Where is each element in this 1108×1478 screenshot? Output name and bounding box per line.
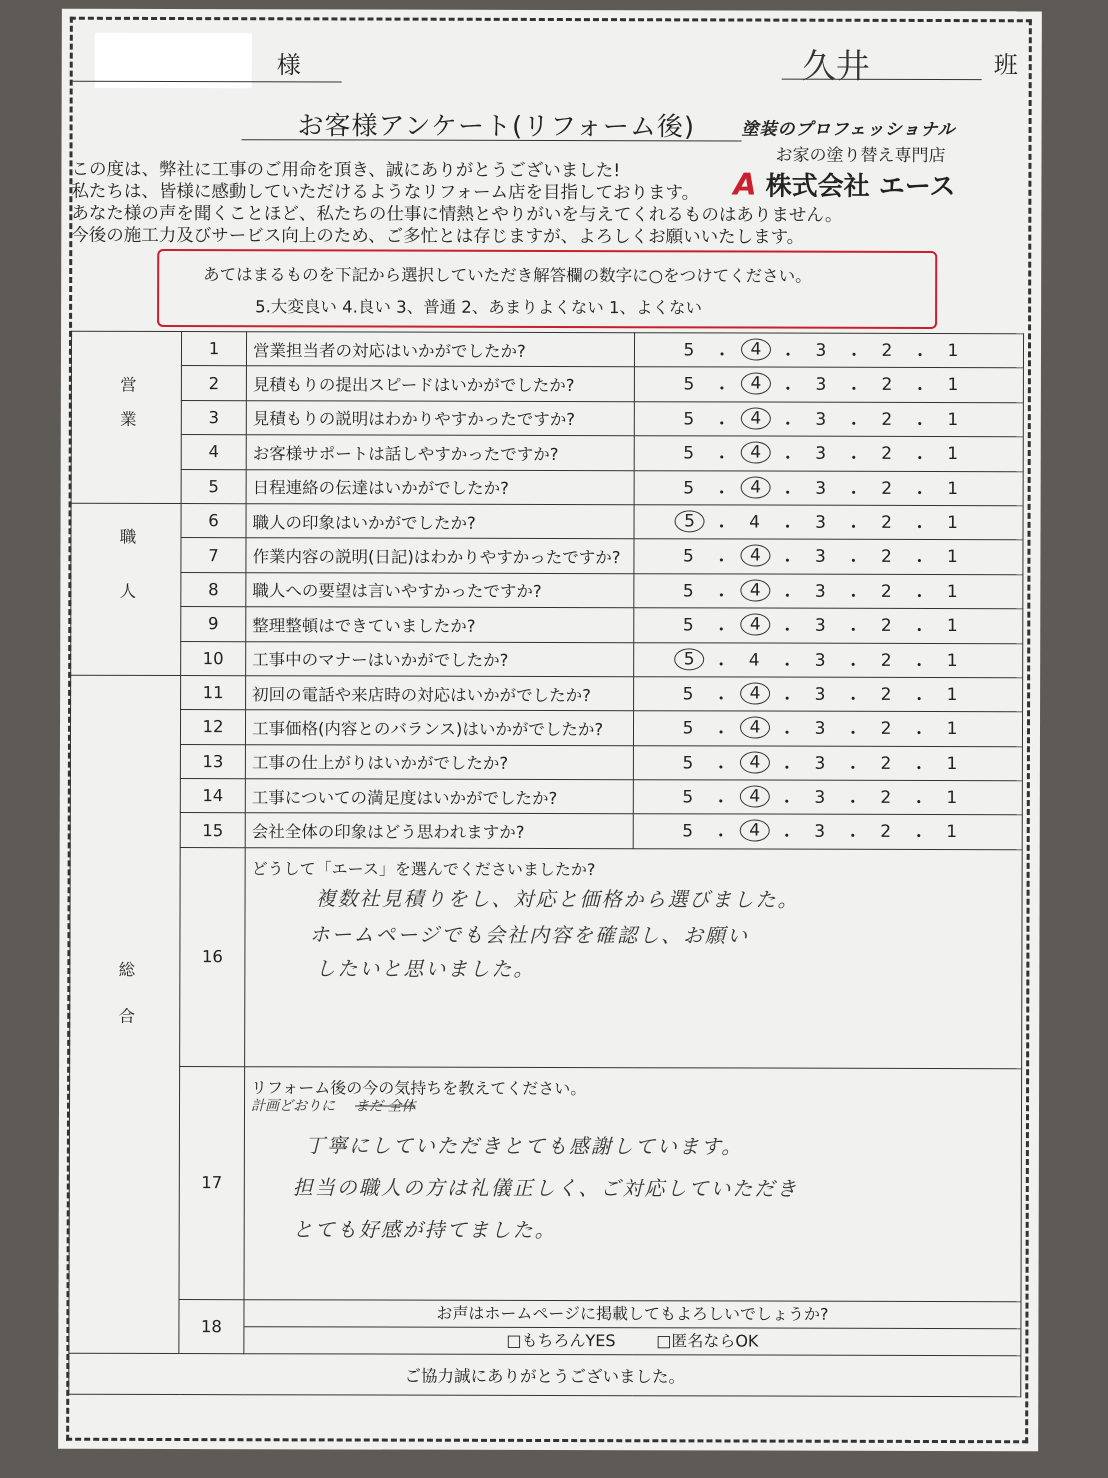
rating-option[interactable]: 5 [682,615,694,636]
rating-option[interactable]: 1 [947,547,958,568]
rating-separator: ・ [844,552,862,573]
question-text: 見積もりの提出スピードはいかがでしたか? [246,366,634,401]
rating-separator: ・ [713,517,731,538]
rating-separator: ・ [713,482,731,504]
rating-separator: ・ [712,654,730,675]
rating-option[interactable]: 3 [814,718,826,740]
rating-option[interactable]: 3 [814,650,826,671]
rating-separator: ・ [844,586,862,607]
rating-separator: ・ [778,551,796,572]
table-row [71,434,1023,471]
rating-option[interactable]: 1 [946,581,958,602]
handwritten-line: したいと思いました。 [315,956,536,981]
rating-option[interactable]: 3 [815,375,827,396]
table-row [71,675,1023,712]
rating-separator: ・ [845,414,863,435]
rating-separator: ・ [712,758,730,779]
rating-option[interactable]: 1 [946,788,958,809]
rating-option[interactable]: 2 [880,787,892,808]
rating-scale[interactable] [634,402,1023,437]
checkbox-anonymous[interactable]: □匿名ならOK [656,1331,759,1351]
rating-separator: ・ [779,448,797,469]
table-row [70,847,1023,1068]
answer-17[interactable] [244,1067,1022,1302]
rating-separator: ・ [712,586,730,607]
rating-option-selected[interactable]: 4 [740,614,770,636]
rating-legend: 5.大変良い 4.良い 3、普通 2、あまりよくない 1、よくない [255,297,703,318]
intro-line: この度は、弊社に工事のご用命を頂き、誠にありがとうございました! [71,159,621,182]
category-overall: 総合 [69,675,181,1353]
question-text: 職人への要望は言いやすかったですか? [246,572,634,607]
rating-separator: ・ [778,827,796,848]
rating-separator: ・ [911,483,929,504]
rating-separator: ・ [712,620,730,641]
question-text: 初回の電話や来店時の対応はいかがでしたか? [246,676,634,711]
question-text: お客様サポートは話しやすかったですか? [246,435,634,470]
rating-option-selected[interactable]: 4 [741,338,771,360]
rating-separator: ・ [779,345,797,366]
rating-option[interactable]: 1 [947,512,958,534]
rating-option-selected[interactable]: 4 [741,407,771,429]
rating-separator: ・ [845,345,863,366]
rating-separator: ・ [844,655,862,676]
rating-option-selected[interactable]: 5 [675,510,705,532]
question-text: 整理整頓はできていましたか? [246,607,634,642]
questionnaire-table [68,331,1024,1397]
rating-scale[interactable] [634,539,1023,574]
rating-option[interactable]: 1 [947,478,959,499]
rating-option-selected[interactable]: 4 [741,373,771,395]
rating-separator: ・ [910,827,928,848]
rating-separator: ・ [778,758,796,779]
rating-separator: ・ [910,758,928,779]
rating-separator: ・ [844,689,862,710]
rating-separator: ・ [910,655,928,676]
rating-option[interactable]: 2 [880,581,892,602]
handwritten-line: 丁寧にしていただきとても感謝しています。 [304,1133,744,1159]
rating-option[interactable]: 3 [814,581,826,602]
category-sales: 営業 [71,331,181,503]
rating-separator: ・ [844,724,862,745]
rating-separator: ・ [910,724,928,745]
rating-separator: ・ [778,723,796,744]
rating-option-selected[interactable]: 4 [740,579,770,601]
rating-separator: ・ [712,551,730,572]
rating-option-selected[interactable]: 4 [740,682,770,704]
rating-separator: ・ [845,448,863,469]
rating-option[interactable]: 5 [683,409,695,430]
rating-option-selected[interactable]: 4 [740,545,770,567]
rating-separator: ・ [910,793,928,814]
rating-option[interactable]: 4 [748,650,760,671]
rating-separator: ・ [910,552,928,573]
rating-option[interactable]: 1 [946,822,958,843]
rating-option[interactable]: 2 [881,409,893,430]
rating-option[interactable]: 1 [947,409,959,430]
answer-16[interactable] [245,848,1023,1069]
rating-option[interactable]: 1 [946,684,958,705]
question-number: 4 [181,435,246,470]
rating-option[interactable]: 3 [814,822,826,843]
rating-scale[interactable] [633,814,1022,849]
question-number: 2 [181,366,246,401]
table-row [71,331,1023,368]
table-row [71,572,1023,609]
question-number: 11 [181,675,246,710]
question-17-prompt: リフォーム後の今の気持ちを教えてください。 [251,1078,587,1098]
instruction-line: あてはまるものを下記から選択していただき解答欄の数字に○をつけてください。 [203,265,812,286]
team-suffix: 班 [993,51,1018,80]
question-number: 1 [181,332,246,367]
honorific: 様 [276,51,301,80]
rating-option[interactable]: 1 [946,719,958,740]
rating-option[interactable]: 1 [947,375,959,396]
question-number: 13 [180,744,245,779]
rating-option[interactable]: 2 [881,512,892,533]
rating-option[interactable]: 3 [815,547,826,568]
rating-separator: ・ [911,345,929,366]
question-16-prompt: どうして「エース」を選んでくださいましたか? [251,859,596,879]
question-number: 15 [180,813,245,848]
instruction-box [157,249,937,329]
question-text: 工事の仕上がりはいかがでしたか? [245,744,633,779]
question-text: 会社全体の印象はどう思われますか? [245,813,633,848]
handwritten-line: 複数社見積りをし、対応と価格から選びました。 [315,886,800,912]
rating-scale[interactable] [633,711,1022,746]
rating-option[interactable]: 1 [947,444,959,465]
rating-separator: ・ [712,689,730,710]
rating-separator: ・ [844,758,862,779]
rating-separator: ・ [911,517,929,538]
rating-separator: ・ [712,826,730,847]
rating-option[interactable]: 5 [682,821,694,842]
rating-separator: ・ [845,483,863,504]
rating-separator: ・ [778,655,796,676]
rating-option[interactable]: 1 [946,753,958,774]
rating-scale[interactable] [634,367,1023,402]
table-row [69,1353,1021,1396]
rating-separator: ・ [911,414,929,435]
rating-option[interactable]: 2 [880,753,892,774]
question-number: 12 [180,710,245,745]
table-row [71,503,1023,540]
rating-scale[interactable] [634,642,1023,677]
rating-separator: ・ [778,689,796,710]
question-number: 9 [181,607,246,642]
rating-option[interactable]: 2 [881,444,893,465]
table-row [70,744,1022,781]
rating-option[interactable]: 1 [946,616,958,637]
rating-option[interactable]: 3 [814,753,826,774]
category-craftsman: 職人 [71,503,181,675]
rating-option[interactable]: 2 [880,650,892,671]
rating-separator: ・ [712,723,730,744]
rating-option[interactable]: 5 [683,477,695,498]
rating-separator: ・ [712,792,730,813]
rating-separator: ・ [911,380,929,401]
rating-separator: ・ [844,792,862,813]
question-number: 3 [181,400,246,435]
rating-scale[interactable] [634,470,1023,505]
page-title: お客様アンケート(リフォーム後) [297,111,696,143]
question-text: 工事価格(内容とのバランス)はいかがでしたか? [245,710,633,745]
rating-option[interactable]: 2 [880,615,892,637]
rating-separator: ・ [845,517,863,538]
rating-separator: ・ [778,792,796,813]
intro-text [71,159,842,249]
rating-separator: ・ [713,414,731,435]
rating-separator: ・ [779,483,797,504]
rating-scale[interactable] [633,745,1022,780]
intro-line: 私たちは、皆様に感動していただけるようなリフォーム店を目指しております。 [71,181,700,204]
table-row [70,813,1022,850]
brand-subtitle: お家の塗り替え専門店 [775,145,946,167]
checkbox-yes[interactable]: □もちろんYES [506,1330,616,1351]
rating-option-selected[interactable]: 4 [740,820,770,842]
rating-separator: ・ [779,517,797,538]
rating-option[interactable]: 5 [683,374,695,395]
rating-option[interactable]: 2 [880,822,892,843]
intro-line: 今後の施工力及びサービス向上のため、ご多忙とは存じますが、よろしくお願いいたします。 [71,225,805,248]
rating-separator: ・ [778,620,796,641]
rating-option[interactable]: 5 [683,340,695,361]
rating-option-selected[interactable]: 4 [740,751,770,773]
rating-separator: ・ [910,586,928,607]
rating-separator: ・ [713,345,731,366]
answer-18 [244,1300,1021,1356]
question-text: 日程連絡の伝達はいかがでしたか? [246,469,634,504]
question-number: 10 [181,641,246,676]
table-row [69,1299,1021,1355]
question-text: 工事中のマナーはいかがでしたか? [246,641,634,676]
rating-separator: ・ [779,414,797,435]
table-row [71,366,1023,403]
rating-option[interactable]: 4 [749,512,760,533]
question-number: 17 [179,1066,245,1299]
rating-separator: ・ [845,380,863,401]
question-text: 職人の印象はいかがでしたか? [246,504,634,539]
table-row [69,1066,1022,1301]
table-row [70,778,1022,815]
rating-scale[interactable] [634,333,1023,368]
logo-mark-icon: A [733,167,757,203]
rating-separator: ・ [779,379,797,401]
table-row [71,538,1023,575]
question-number: 14 [180,779,245,814]
question-number: 5 [181,469,246,504]
question-number: 6 [181,503,246,538]
rating-option[interactable]: 5 [682,684,694,705]
rating-option[interactable]: 5 [683,546,694,567]
rating-option[interactable]: 5 [682,581,694,602]
handwritten-line: 担当の職人の方は礼儀正しく、ご対応していただき [292,1175,799,1201]
question-text: 営業担当者の対応はいかがでしたか? [246,332,634,367]
rating-option[interactable]: 2 [880,719,892,740]
table-row [71,606,1023,643]
team-name-handwritten: 久井 [801,46,870,87]
rating-scale[interactable] [633,780,1022,815]
rating-option[interactable]: 2 [881,340,893,361]
rating-scale[interactable] [634,677,1023,712]
question-text: 作業内容の説明(日記)はわかりやすかったですか? [246,538,634,573]
rating-option[interactable]: 3 [814,615,826,636]
rating-separator: ・ [910,621,928,642]
rating-option[interactable]: 5 [682,718,694,739]
table-row [71,641,1023,678]
rating-separator: ・ [844,827,862,848]
question-number: 16 [180,847,246,1066]
question-text: 見積もりの説明はわかりやすかったですか? [246,400,634,435]
rating-option[interactable]: 3 [815,340,827,361]
survey-sheet [58,9,1042,1452]
question-18-prompt: お声はホームページに掲載してもよろしいでしょうか? [244,1300,1020,1329]
rating-option-selected[interactable]: 5 [674,648,704,670]
rating-option[interactable]: 5 [682,753,694,774]
rating-scale[interactable] [634,573,1023,608]
rating-option[interactable]: 2 [880,684,892,705]
rating-separator: ・ [911,449,929,470]
handwritten-line: ホームページでも会社内容を確認し、お願い [309,922,750,948]
rating-separator: ・ [844,620,862,641]
rating-separator: ・ [910,689,928,710]
brand-tagline: 塗装のプロフェッショナル [741,119,956,141]
rating-scale[interactable] [634,436,1023,471]
rating-scale[interactable] [634,608,1023,643]
rating-separator: ・ [713,448,731,469]
rating-option[interactable]: 5 [682,787,694,808]
rating-separator: ・ [778,586,796,607]
question-number: 18 [179,1299,244,1353]
rating-option[interactable]: 1 [946,650,958,671]
table-row [71,400,1023,437]
question-text: 工事についての満足度はいかがでしたか? [245,779,633,814]
rating-option[interactable]: 3 [815,409,827,430]
question-number: 8 [181,572,246,607]
rating-option-selected[interactable]: 4 [740,717,770,739]
thanks-message: ご協力誠にありがとうございました。 [69,1353,1021,1396]
rating-option-selected[interactable]: 4 [741,476,771,498]
rating-separator: ・ [713,379,731,400]
handwritten-line: とても好感が持てました。 [292,1217,557,1242]
rating-option[interactable]: 5 [683,443,695,464]
question-number: 7 [181,538,246,573]
rating-option[interactable]: 2 [881,478,893,499]
table-row [70,710,1022,747]
rating-scale[interactable] [634,505,1023,540]
rating-option[interactable]: 3 [814,684,826,705]
rating-option[interactable]: 3 [815,443,827,464]
rating-option[interactable]: 3 [815,512,826,533]
rating-option[interactable]: 3 [814,787,826,808]
rating-option[interactable]: 2 [881,547,892,568]
rating-option-selected[interactable]: 4 [740,786,770,808]
rating-option[interactable]: 2 [881,375,893,396]
rating-option-selected[interactable]: 4 [741,442,771,464]
rating-option[interactable]: 1 [947,341,959,362]
struck-note: 計画どおりに まだ 全体 [250,1098,416,1115]
intro-line: あなた様の声を聞くことほど、私たちの仕事に情熱とやりがいを与えてくれるものはありません。 [71,203,843,226]
company-name: 株式会社 エース [765,171,956,203]
rating-option[interactable]: 3 [815,478,827,499]
table-row [71,469,1023,506]
